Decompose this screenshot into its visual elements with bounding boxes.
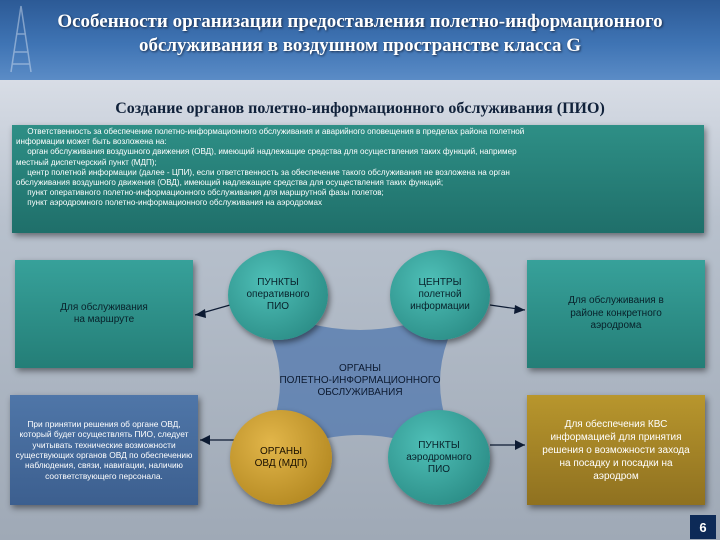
route-service-box: Для обслуживания на маршруте [15,260,193,368]
definition-line: орган обслуживания воздушного движения (ОВД), имеющий надлежащие средства для осуществления таких функций, например [16,147,517,157]
oval-aerodrome-points: ПУНКТЫ аэродромного ПИО [388,410,490,505]
kvs-info-box: Для обеспечения КВС информацией для принятия решения о возможности захода на посадку и посадки на аэродром [527,395,705,505]
definition-line: информации может быть возложена на: [16,137,167,147]
center-label-line: ОРГАНЫ [339,363,381,374]
definition-line: пункт оперативного полетно-информационного обслуживания для маршрутной фазы полетов; [16,188,384,198]
aerodrome-area-box: Для обслуживания в районе конкретного аэродрома [527,260,705,368]
arrowhead [515,440,525,450]
center-label [255,363,465,399]
oval-operational-points: ПУНКТЫ оперативного ПИО [228,250,328,340]
definition-line: Ответственность за обеспечение полетно-информационного обслуживания и аварийного оповещения в пределах района полетной [16,127,525,136]
definition-line: центр полетной информации (далее - ЦПИ), если ответственность за обеспечение такого обслуживания не возложена на орган [16,167,510,177]
arrowhead [200,435,210,445]
definition-line: пункт аэродромного полетно-информационного обслуживания на аэродромах [16,198,323,208]
arrowhead [195,309,206,318]
title-line-1: Особенности организации предоставления полетно-информационного [57,11,663,32]
center-label-line: ПОЛЕТНО-ИНФОРМАЦИОННОГО [279,375,441,386]
definition-line: обслуживания воздушного движения (ОВД), имеющий надлежащие средства для осуществления таких функций; [16,178,444,188]
arrowhead [514,305,525,314]
oval-atc-units: ОРГАНЫ ОВД (МДП) [230,410,332,505]
title-line-2: обслуживания в воздушном пространстве класса G [138,35,582,56]
center-label-line: ОБСЛУЖИВАНИЯ [317,387,403,398]
page-number: 6 [690,515,716,539]
definition-line: местный диспетчерский пункт (МДП); [16,157,157,167]
section-subtitle: Создание органов полетно-информационного обслуживания (ПИО) [115,100,605,117]
oval-info-centers: ЦЕНТРЫ полетной информации [390,250,490,340]
decision-note-box: При принятии решения об органе ОВД, который будет осуществлять ПИО, следует учитывать технические возможности существующих органов ОВД по обеспечению наблюдения, связи, навигации, наличию соответствующего персонала. [10,395,198,505]
